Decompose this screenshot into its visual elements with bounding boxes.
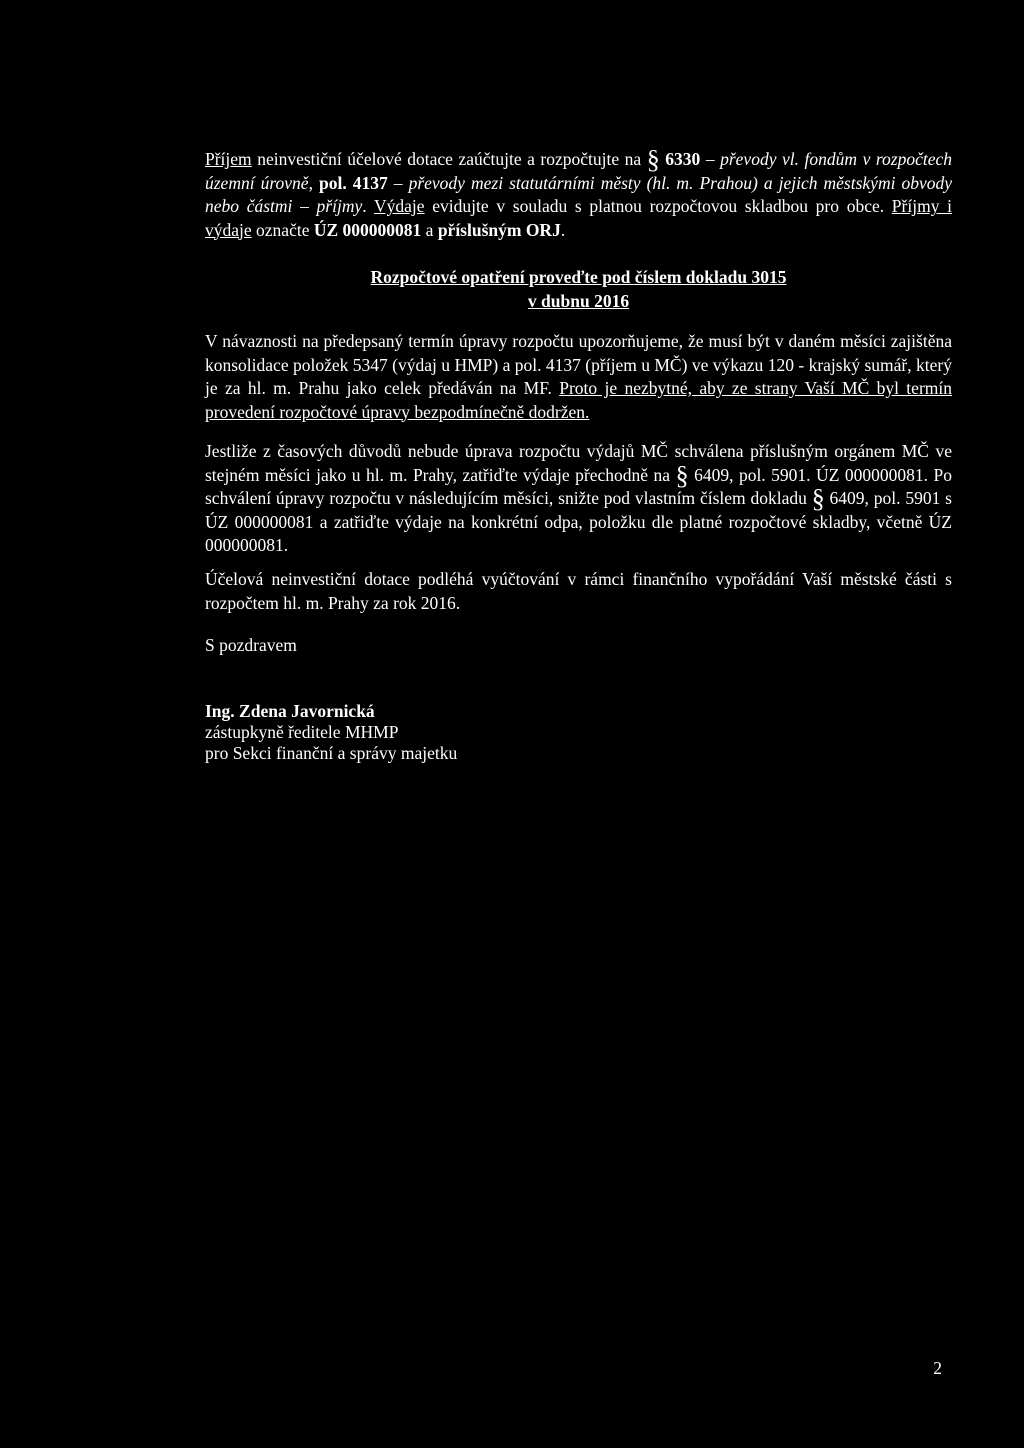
- text-pol-desc: převody mezi statutárními městy (hl. m. Prahou) a jejich městskými obvody nebo částmi – příjmy: [205, 172, 953, 216]
- text-temp-2: 6409, pol. 5901. ÚZ 000000081. Po schválení úpravy rozpočtu v následujícím měsíci, snižte pod vlastním číslem dokladu: [205, 464, 952, 508]
- heading-budget-measure: [205, 266, 952, 313]
- text-income: Příjem: [205, 149, 252, 169]
- text-dash-2: –: [387, 172, 409, 193]
- text-mark: označte: [251, 219, 314, 240]
- page-number: 2: [933, 1358, 942, 1378]
- text-section-desc: převody vl. fondům v rozpočtech územní úrovně: [205, 149, 953, 193]
- text-pol-number: pol. 4137: [318, 172, 388, 193]
- text-deadline-warning: Proto je nezbytné, aby ze strany Vaší MČ byl termín provedení rozpočtové úpravy bezpodmínečně dodržen.: [205, 378, 952, 422]
- text-dash: –: [700, 149, 721, 169]
- section-sign: §: [675, 460, 689, 490]
- heading-line-1: Rozpočtové opatření proveďte pod číslem dokladu 3015: [370, 267, 787, 287]
- text-segment-2: evidujte v souladu s platnou rozpočtovou skladbou pro obce.: [424, 196, 892, 216]
- signature-role: zástupkyně ředitele MHMP: [205, 722, 399, 742]
- paragraph-settlement: [205, 568, 952, 615]
- text-temp-3: 6409, pol. 5901 s ÚZ 000000081 a zatřiďte výdaje na konkrétní odpa, položku dle platné rozpočtové skladby, včetně ÚZ 000000081.: [205, 488, 952, 555]
- greeting: S pozdravem: [205, 635, 297, 655]
- paragraph-temporary-classification: [205, 440, 952, 558]
- text-section-number: 6330: [659, 149, 701, 169]
- text-temp-1: Jestliže z časových důvodů nebude úprava rozpočtu výdajů MČ schválena příslušným orgánem MČ ve stejném měsíci jako u hl. m. Prahy, zatřiďte výdaje přechodně na: [205, 441, 952, 485]
- paragraph-consolidation: [205, 330, 952, 424]
- heading-line-2: v dubnu 2016: [527, 290, 630, 311]
- paragraph-income-instructions: [205, 145, 953, 242]
- text-segment: neinvestiční účelové dotace zaúčtujte a rozpočtujte na: [251, 149, 647, 169]
- text-period: .: [362, 196, 375, 216]
- signature-block: [205, 701, 805, 764]
- text-expenses: Výdaje: [374, 196, 425, 216]
- text-comma: ,: [308, 172, 319, 193]
- text-final-period: .: [560, 219, 566, 240]
- signature-department: pro Sekci finanční a správy majetku: [205, 743, 458, 763]
- text-settlement: Účelová neinvestiční dotace podléhá vyúčtování v rámci finančního vypořádání Vaší městské části s rozpočtem hl. m. Prahy za rok 2016.: [205, 569, 952, 613]
- text-consolidation: V návaznosti na předepsaný termín úpravy rozpočtu upozorňujeme, že musí být v daném měsíci zajištěna konsolidace položek 5347 (výdaj u HMP) a pol. 4137 (příjem u MČ) ve výkazu 120 - krajský sumář, který je za hl. m. Prahu jako celek předáván na MF.: [205, 331, 952, 398]
- section-sign: §: [811, 484, 825, 513]
- signature-name: Ing. Zdena Javornická: [205, 701, 375, 721]
- text-income-and-expenses: Příjmy i výdaje: [205, 196, 953, 240]
- text-uz-code: ÚZ 000000081: [313, 219, 422, 240]
- text-orj: příslušným ORJ: [437, 219, 561, 240]
- text-and: a: [421, 219, 438, 240]
- section-sign: §: [646, 145, 660, 174]
